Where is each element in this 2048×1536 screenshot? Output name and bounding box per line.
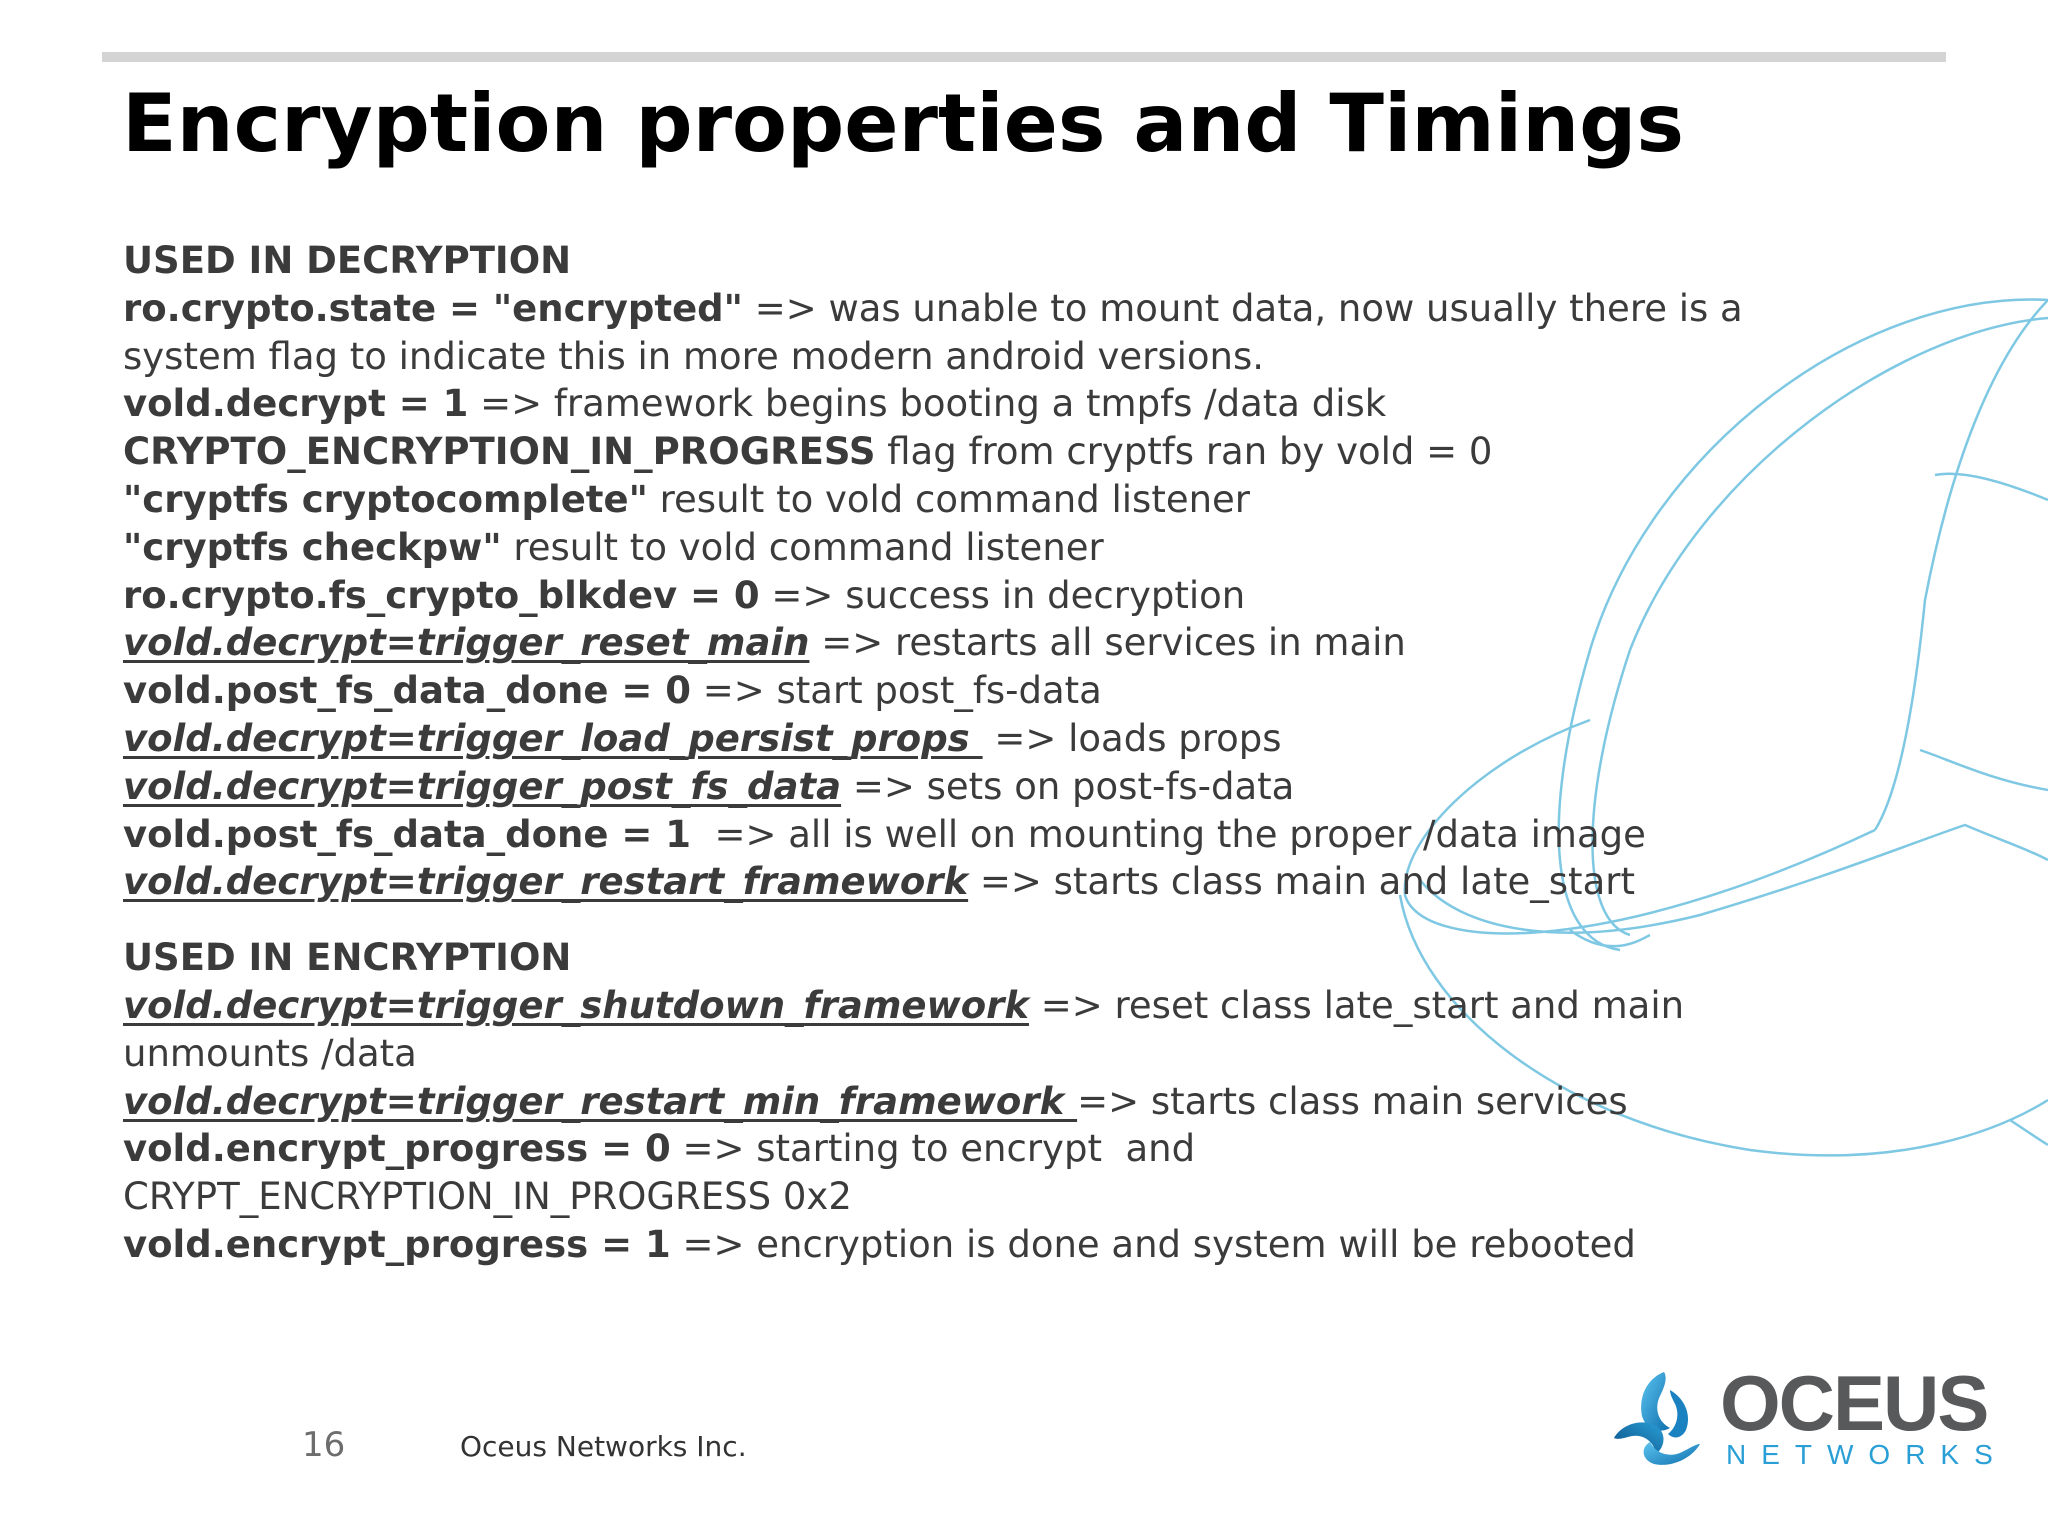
property-link[interactable]: vold.decrypt=trigger_restart_framework xyxy=(123,860,969,904)
property-description: result to vold command listener xyxy=(647,477,1251,521)
footer-company-name: Oceus Networks Inc. xyxy=(460,1430,747,1463)
property-description: system flag to indicate this in more modern android versions. xyxy=(123,334,1265,378)
property-key: vold.decrypt = 1 xyxy=(123,382,469,426)
property-key: vold.encrypt_progress = 1 xyxy=(123,1222,671,1266)
list-item xyxy=(123,858,1923,906)
property-link[interactable]: vold.decrypt=trigger_shutdown_framework xyxy=(123,983,1029,1027)
list-item xyxy=(123,285,1923,333)
list-item xyxy=(123,1125,1923,1173)
list-item xyxy=(123,1078,1923,1126)
property-description: => loads props xyxy=(982,716,1282,760)
section-heading-decryption: USED IN DECRYPTION xyxy=(123,239,572,282)
property-description: result to vold command listener xyxy=(501,525,1104,569)
property-key: "cryptfs cryptocomplete" xyxy=(123,477,648,521)
property-description: => restarts all services in main xyxy=(809,621,1406,665)
property-description: CRYPT_ENCRYPTION_IN_PROGRESS 0x2 xyxy=(123,1175,852,1219)
list-item xyxy=(123,428,1923,476)
property-link[interactable]: vold.decrypt=trigger_restart_min_framework xyxy=(123,1079,1078,1123)
property-description: => encryption is done and system will be rebooted xyxy=(670,1222,1636,1266)
property-description: => reset class late_start and main xyxy=(1028,983,1685,1027)
list-item xyxy=(123,715,1923,763)
list-item xyxy=(123,667,1923,715)
property-key: ro.crypto.state = "encrypted" xyxy=(123,286,743,330)
list-item xyxy=(123,811,1923,859)
property-description: => starting to encrypt and xyxy=(670,1127,1196,1171)
slide-body xyxy=(123,237,1923,1269)
list-item xyxy=(123,1173,1923,1221)
list-item xyxy=(123,1030,1923,1078)
property-key: vold.encrypt_progress = 0 xyxy=(123,1127,671,1171)
property-key: CRYPTO_ENCRYPTION_IN_PROGRESS xyxy=(123,430,876,474)
property-link[interactable]: vold.decrypt=trigger_post_fs_data xyxy=(123,764,842,808)
property-description: => sets on post-fs-data xyxy=(841,764,1295,808)
list-item xyxy=(123,572,1923,620)
list-item xyxy=(123,619,1923,667)
list-item xyxy=(123,763,1923,811)
list-item xyxy=(123,1221,1923,1269)
list-item xyxy=(123,476,1923,524)
property-description: => start post_fs-data xyxy=(690,669,1102,713)
oceus-logo xyxy=(1608,1359,2008,1472)
property-description: => starts class main and late_start xyxy=(968,860,1635,904)
section-spacer xyxy=(123,906,1923,934)
property-key: vold.post_fs_data_done = 0 xyxy=(123,669,691,713)
property-link[interactable]: vold.decrypt=trigger_reset_main xyxy=(123,621,810,665)
property-link[interactable]: vold.decrypt=trigger_load_persist_props xyxy=(123,716,983,760)
section-heading-encryption: USED IN ENCRYPTION xyxy=(123,936,572,980)
slide-title: Encryption properties and Timings xyxy=(122,77,1685,170)
property-description: => was unable to mount data, now usually there is a xyxy=(742,286,1743,330)
list-item xyxy=(123,982,1923,1030)
property-description: flag from cryptfs ran by vold = 0 xyxy=(875,430,1493,474)
page-number: 16 xyxy=(302,1425,346,1465)
property-description: => all is well on mounting the proper /data image xyxy=(690,812,1646,856)
property-description: => framework begins booting a tmpfs /data disk xyxy=(468,382,1387,426)
list-item xyxy=(123,380,1923,428)
list-item xyxy=(123,333,1923,381)
property-key: vold.post_fs_data_done = 1 xyxy=(123,812,691,856)
property-description: unmounts /data xyxy=(123,1031,417,1075)
property-description: => starts class main services xyxy=(1077,1079,1628,1123)
property-key: "cryptfs checkpw" xyxy=(123,525,502,569)
list-item xyxy=(123,524,1923,572)
oceus-logo-mark-icon xyxy=(1608,1368,1706,1472)
property-description: => success in decryption xyxy=(759,573,1246,617)
logo-subtitle: NETWORKS xyxy=(1726,1439,2008,1470)
logo-wordmark: OCEUS xyxy=(1720,1359,1988,1447)
property-key: ro.crypto.fs_crypto_blkdev = 0 xyxy=(123,573,760,617)
